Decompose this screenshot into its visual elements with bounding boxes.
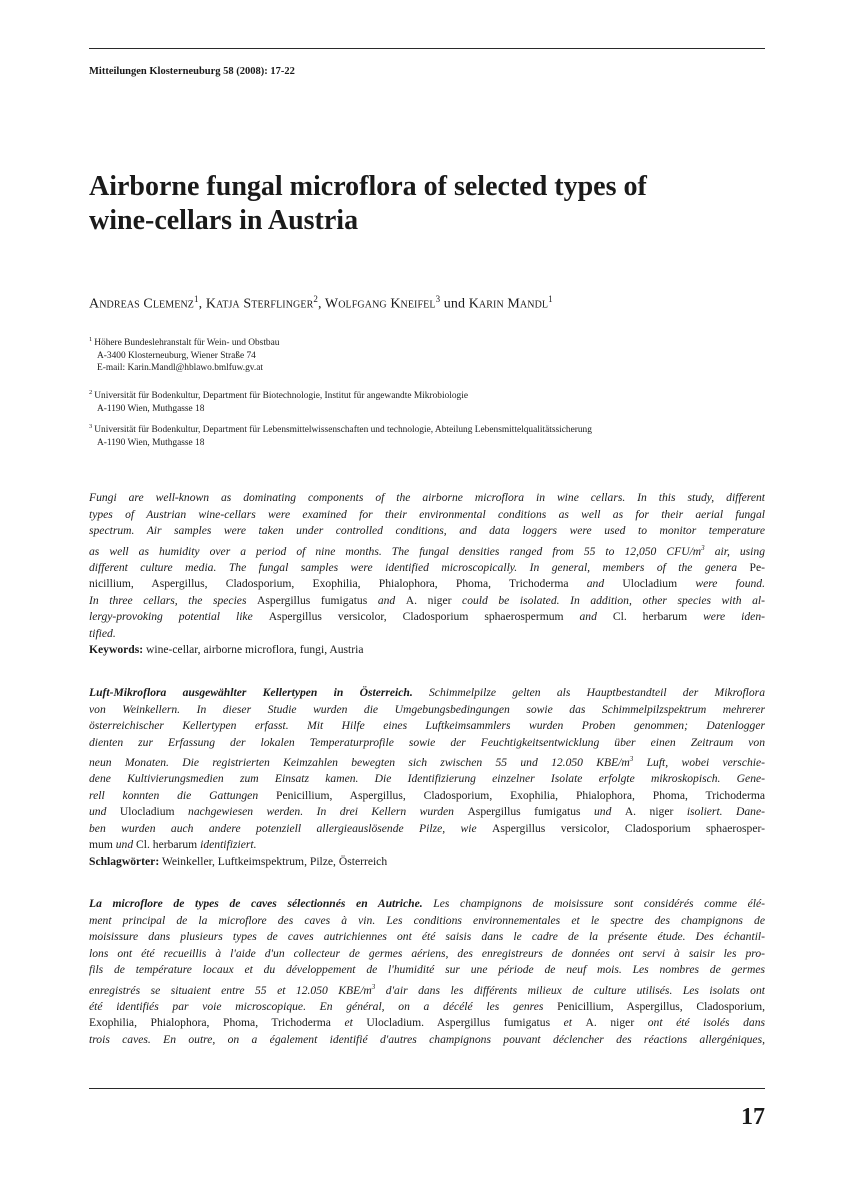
abstract-line: fils de température locaux et du développement de l'humidité sur une période de neuf mois. Les nombres de germes <box>89 963 765 976</box>
affiliation <box>89 387 765 415</box>
superscript: 3 <box>629 755 634 763</box>
keywords-label: Schlagwörter: <box>89 854 160 868</box>
title-line: Airborne fungal microflora of selected types of <box>89 171 647 202</box>
affiliation-line: Universität für Bodenkultur, Department für Biotechnologie, Institut für angewandte Mikrobiologie <box>94 391 469 402</box>
affiliation-line: A-3400 Klosterneuburg, Wiener Straße 74 <box>97 350 256 361</box>
abstract-text: und <box>89 805 120 819</box>
abstract-text: ben wurden auch andere potenziell allergieauslösende Pilze, wie <box>89 821 493 835</box>
affiliation-number: 2 <box>89 389 93 396</box>
author-name: Andreas Clemenz <box>89 296 194 312</box>
page-number: 17 <box>741 1104 765 1130</box>
abstract-line: dienten zur Erfassung der lokalen Temperaturprofile sowie der Feuchtigkeitsentwicklung über einen Zeitraum von <box>89 735 765 749</box>
abstract-text: ont été isolés dans <box>647 1016 765 1030</box>
abstract-line <box>89 540 765 560</box>
abstract-text: isoliert. Dane- <box>686 805 765 819</box>
abstract-line: tified. <box>89 626 116 640</box>
affiliation-line: A-1190 Wien, Muthgasse 18 <box>97 403 205 414</box>
abstract-line <box>89 896 765 913</box>
abstract-text: Schimmelpilze gelten als Hauptbestandteil der Mikroflora <box>412 686 765 699</box>
genus-name: nicillium, Aspergillus, Cladosporium, Exophilia, Phialophora, Phoma, Trichoderma <box>89 577 587 591</box>
abstract-line <box>89 1015 765 1032</box>
abstract-line: moisissure dans plusieurs types de caves autrichiennes ont été saisis dans le cadre de la présente étude. Des échantil- <box>89 930 765 943</box>
genus-name: Ulocladium <box>119 805 189 819</box>
abstract-text: were iden- <box>703 610 765 624</box>
affiliation <box>89 334 765 375</box>
superscript: 3 <box>371 982 376 991</box>
journal-reference: Mitteilungen Klosterneuburg 58 (2008): 17-22 <box>89 66 295 77</box>
abstract-title: La microflore de types de caves sélectionnés en Autriche. <box>89 897 423 910</box>
abstract-line <box>89 804 765 821</box>
species-name: Cl. herbarum <box>136 838 201 852</box>
species-name: Cl. herbarum <box>612 610 704 624</box>
author-name: Karin Mandl <box>468 296 549 312</box>
genus-name: Pe- <box>749 560 765 574</box>
affiliation-number: 3 <box>89 423 93 430</box>
abstract-title: Luft-Mikroflora ausgewählter Kellertypen in Österreich. <box>89 686 413 699</box>
abstract-text: et <box>344 1016 367 1030</box>
genus-name: Ulocladium <box>604 577 696 591</box>
affiliation-marker: 3 <box>435 294 441 304</box>
abstract-text: rell konnten die Gattungen <box>89 788 276 802</box>
article-title <box>89 170 765 238</box>
abstract-text: enregistrés se situaient entre 55 et 12.050 KBE/m <box>89 983 372 997</box>
abstract-line <box>89 837 765 854</box>
species-name: Aspergillus versicolor, Cladosporium sphaerospermum <box>268 610 580 624</box>
abstract-text: Les champignons de moisissure sont considérés comme élé- <box>422 897 765 910</box>
abstract-line: types of Austrian wine-cellars were examined for their environmental conditions as well as for their aerial fungal <box>89 507 765 521</box>
abstract-line: österreichischer Kellertypen erfasst. Mit Hilfe eines Luftkeimsammlers wurden Proben genommen; Datenlogger <box>89 719 765 732</box>
abstract-line <box>89 560 765 577</box>
abstract-text: identifiziert. <box>200 838 257 852</box>
keywords-line <box>89 642 765 659</box>
abstract-text: were found. <box>695 577 765 591</box>
abstract-line: dene Kultivierungsmedien zum Einsatz kamen. Die Identifizierung einzelner Isolate erfolgte mikroskopisch. Gene- <box>89 772 765 786</box>
species-name: Aspergillus fumigatus <box>257 593 378 607</box>
abstract-text: air, using <box>704 544 765 558</box>
species-name: Aspergillus versicolor, Cladosporium sphaerosper- <box>492 821 765 835</box>
abstract-line: lons ont été recueillis à l'aide d'un collecteur de germes aériens, des enregistreurs de données ont servi à saisir les pro- <box>89 946 765 960</box>
abstract-text: could be isolated. In addition, other species with al- <box>462 593 765 607</box>
abstract-line: spectrum. Air samples were taken under controlled conditions, and data loggers were used to monitor temperature <box>89 524 765 537</box>
species-name: Aspergillus fumigatus <box>467 805 594 819</box>
affiliation-line: Höhere Bundeslehranstalt für Wein- und Obstbau <box>94 338 280 349</box>
abstract-line <box>89 593 765 610</box>
abstract-line <box>89 979 765 999</box>
keywords-line <box>89 854 765 871</box>
affiliation-line: A-1190 Wien, Muthgasse 18 <box>97 437 205 448</box>
abstract-english <box>89 490 765 659</box>
abstract-text: different culture media. The fungal samples were identified microscopically. In general, members of the genera <box>89 560 750 574</box>
author-name: Wolfgang Kneifel <box>324 296 436 312</box>
author-conjunction: und <box>443 296 466 312</box>
keywords: Weinkeller, Luftkeimspektrum, Pilze, Österreich <box>159 854 388 868</box>
genus-name: Penicillium, Aspergillus, Cladosporium, <box>557 999 765 1013</box>
abstract-line <box>89 821 765 838</box>
abstract-text: as well as humidity over a period of nine months. The fungal densities ranged from 55 to 12,050 CFU/m <box>89 544 702 558</box>
abstract-text: und <box>593 805 625 819</box>
affiliation-email[interactable]: E-mail: Karin.Mandl@hblawo.bmlfuw.gv.at <box>97 363 263 374</box>
genus-name: Exophilia, Phialophora, Phoma, Trichoderma <box>89 1016 345 1030</box>
keywords: wine-cellar, airborne microflora, fungi, Austria <box>143 643 364 657</box>
abstract-french <box>89 896 765 1048</box>
abstract-text: lergy-provoking potential like <box>89 610 269 624</box>
species-name: Ulocladium. Aspergillus fumigatus <box>366 1016 564 1030</box>
abstract-line <box>89 999 765 1016</box>
header-rule <box>89 48 765 49</box>
species-name: A. niger <box>585 1016 648 1030</box>
footer-rule <box>89 1088 765 1089</box>
affiliation-line: Universität für Bodenkultur, Department für Lebensmittelwissenschaften und technologie, Abteilung Lebensmittelqualitätssicherung <box>94 425 592 436</box>
abstract-line <box>89 609 765 626</box>
abstract-line: Fungi are well-known as dominating components of the airborne microflora in wine cellars. In this study, different <box>89 491 765 504</box>
affiliation-marker: 1 <box>548 294 553 304</box>
abstract-line <box>89 685 765 702</box>
abstract-text: d'air dans les différents milieux de culture utilisés. Les isolats ont <box>375 983 765 997</box>
abstract-line: von Weinkellern. In dieser Studie wurden die Umgebungsbedingungen sowie das Schimmelpilzspektrum mehrerer <box>89 702 765 716</box>
affiliation-marker: 2 <box>313 294 318 304</box>
abstract-text: neun Monaten. Die registrierten Keimzahlen bewegten sich zwischen 55 und 12.050 KBE/m <box>89 755 630 769</box>
abstract-text: und <box>115 838 137 852</box>
title-line: wine-cellars in Austria <box>89 205 359 236</box>
abstract-line <box>89 751 765 771</box>
affiliation-number: 1 <box>89 336 93 343</box>
keywords-label: Keywords: <box>89 643 144 657</box>
abstract-text: and <box>586 577 605 591</box>
abstract-text: Luft, wobei verschie- <box>633 755 765 769</box>
abstract-text: and <box>579 610 613 624</box>
abstract-line: ment principal de la microflore des caves à vin. Les conditions environnementales et le spectre des champignons de <box>89 913 765 927</box>
superscript: 3 <box>701 543 705 552</box>
affiliation-marker: 1 <box>194 294 199 304</box>
abstract-text: In three cellars, the species <box>89 593 258 607</box>
species-name: A. niger <box>405 593 463 607</box>
abstract-text: et <box>563 1016 586 1030</box>
abstract-text: nachgewiesen werden. In drei Kellern wurden <box>188 805 468 819</box>
genus-name: Penicillium, Aspergillus, Cladosporium, Exophilia, Phialophora, Phoma, Trichoderma <box>276 788 765 802</box>
abstract-line <box>89 788 765 805</box>
species-name: A. niger <box>624 805 687 819</box>
abstract-text: and <box>377 593 406 607</box>
abstract-line <box>89 576 765 593</box>
abstract-text: été identifiés par voie microscopique. En général, on a décélé les genres <box>89 999 558 1013</box>
abstract-german <box>89 685 765 870</box>
author-list: Andreas Clemenz$^1$, Katja Sterflinger$^2$, Wolfgang Kneifel$^3$ und Karin Mandl$^1$ <box>89 294 553 312</box>
abstract-line: trois caves. En outre, on a également identifié d'autres champignons pouvant déclencher des réactions allergéniques, <box>89 1032 765 1046</box>
species-name: mum <box>89 838 116 852</box>
affiliation <box>89 421 765 449</box>
author-name: Katja Sterflinger <box>205 296 314 312</box>
